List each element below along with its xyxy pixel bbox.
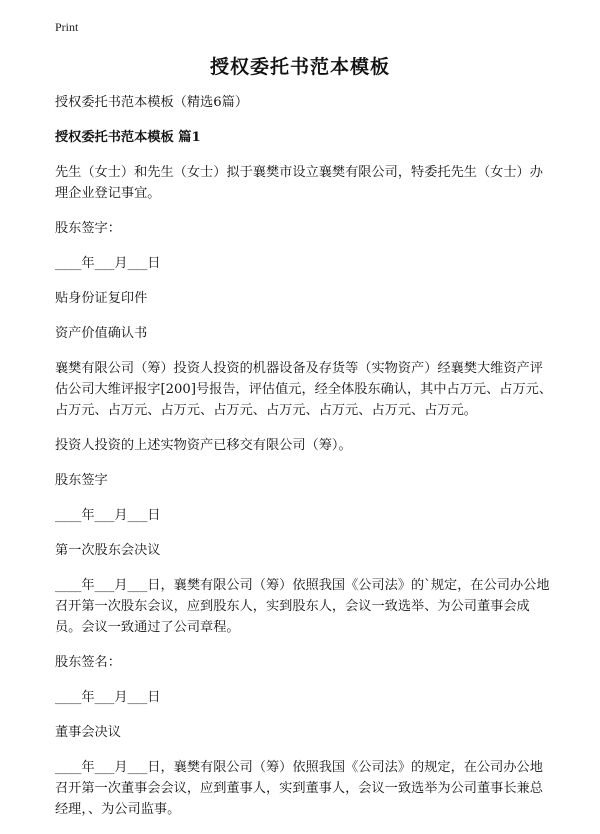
paragraph-id-copy: 贴身份证复印件	[55, 291, 148, 306]
paragraph-shareholder-signature-label: 股东签字：	[55, 221, 121, 236]
paragraph-board-resolution-title: 董事会决议	[55, 725, 121, 740]
paragraph-shareholder-meeting-resolution: ____年___月___日，襄樊有限公司（筹）依照我国《公司法》的`规定，在公司办公地召开第一次股东会议，应到股东人，实到股东人，会议一致选举、为公司董事会成员。会议一致通过了公司章程。	[55, 578, 550, 635]
paragraph-shareholder-signature-label: 股东签字	[55, 473, 108, 488]
document-subtitle: 授权委托书范本模板（精选6篇）	[55, 95, 249, 110]
paragraph-date-line: ____年___月___日	[55, 508, 161, 523]
document-body	[55, 92, 555, 834]
paragraph-shareholder-signature-label: 股东签名：	[55, 655, 121, 670]
paragraph-date-line: ____年___月___日	[55, 256, 161, 271]
paragraph-entrustment: 先生（女士）和先生（女士）拟于襄樊市设立襄樊有限公司，特委托先生（女士）办理企业登记事宜。	[55, 165, 543, 201]
paragraph-date-line: ____年___月___日	[55, 690, 161, 705]
paragraph-asset-confirmation-title: 资产价值确认书	[55, 326, 148, 341]
paragraph-asset-transfer: 投资人投资的上述实物资产已移交有限公司（筹）。	[55, 438, 352, 453]
document-title: 授权委托书范本模板	[209, 56, 390, 78]
section-heading: 授权委托书范本模板 篇1	[55, 130, 201, 145]
paragraph-asset-appraisal: 襄樊有限公司（筹）投资人投资的机器设备及存货等（实物资产）经襄樊大维资产评估公司大维评报字[200]号报告，评估值元，经全体股东确认，其中占万元、占万元、占万元、占万元、占万元、占万元、占万元、占万元、占万元、占万元。	[55, 361, 553, 418]
paragraph-first-shareholder-meeting-title: 第一次股东会决议	[55, 543, 161, 558]
print-link[interactable]: Print	[55, 20, 79, 34]
paragraph-board-resolution: ____年___月___日，襄樊有限公司（筹）依照我国《公司法》的规定，在公司办公地召开第一次董事会会议，应到董事人，实到董事人，会议一致选举为公司董事长兼总经理，、为公司监事。	[55, 760, 543, 817]
